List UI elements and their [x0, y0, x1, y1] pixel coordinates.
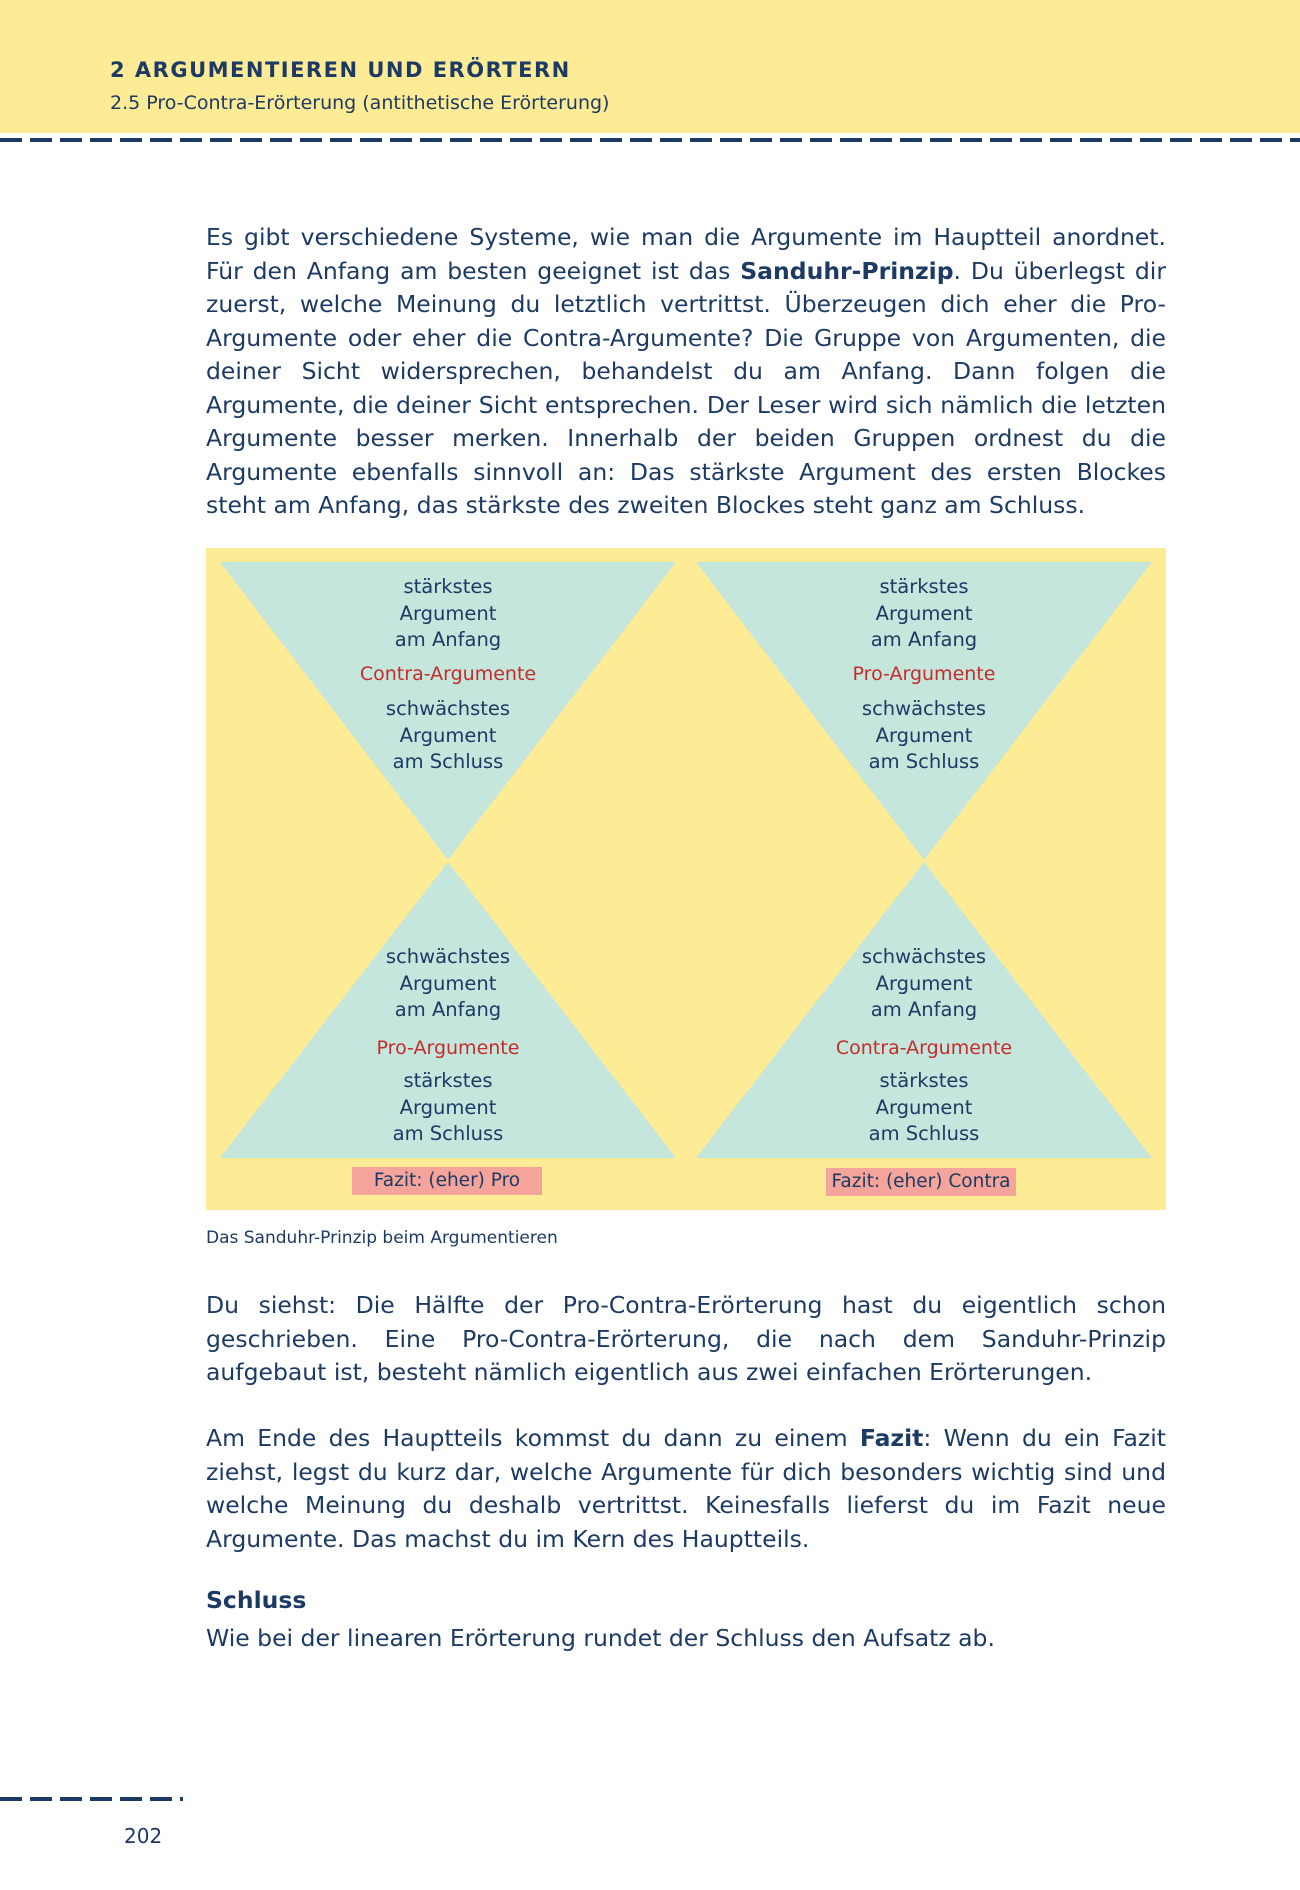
second-paragraph: Du siehst: Die Hälfte der Pro-Contra-Erörterung hast du eigentlich schon geschrieben. Eine Pro-Contra-Erörterung, die nach dem Sanduhr-Prinzip aufgebaut ist, besteht nämlich eigentlich aus zwei einfachen Erörterungen.: [206, 1291, 1166, 1386]
header-dashed-divider: [0, 138, 1300, 142]
intro-bold-term: Sanduhr-Prinzip: [740, 256, 954, 285]
fazit-text-part2: : Wenn du ein Fazit ziehst, legst du kurz dar, welche Argumente für dich besonders wichtig sind und welche Meinung du deshalb vertrittst. Keinesfalls lieferst du im Fazit neue Argumente. Das machst du im Kern des Hauptteils.: [206, 1424, 1166, 1553]
left-fazit-box: Fazit: (eher) Pro: [352, 1167, 542, 1195]
left-top-after-text: schwächstes Argument am Schluss: [385, 697, 511, 773]
schluss-paragraph: Wie bei der linearen Erörterung rundet der Schluss den Aufsatz ab.: [206, 1624, 995, 1652]
right-top-before-text: stärkstes Argument am Anfang: [870, 575, 978, 651]
chapter-title: 2 ARGUMENTIEREN UND ERÖRTERN: [110, 58, 571, 82]
right-top-after-text: schwächstes Argument am Schluss: [861, 697, 987, 773]
intro-text-part1: Es gibt verschiedene Systeme, wie man die Argumente im Hauptteil anordnet. Für den Anfang am besten geeignet ist das: [206, 223, 1166, 285]
section-title: 2.5 Pro-Contra-Erörterung (antithetische Erörterung): [110, 92, 610, 114]
page-number: 202: [124, 1824, 163, 1848]
diagram-caption: Das Sanduhr-Prinzip beim Argumentieren: [206, 1228, 558, 1248]
left-top-group-label: Contra-Argumente: [359, 663, 537, 685]
intro-text-part2: . Du überlegst dir zuerst, welche Meinung du letztlich vertrittst. Überzeugen dich eher die Pro-Argumente oder eher die Contra-Argumente? Die Gruppe von Argumenten, die deiner Sicht widersprechen, behandelst du am Anfang. Dann folgen die Argumente, die deiner Sicht entsprechen. Der Leser wird sich nämlich die letzten Argumente besser merken. Innerhalb der beiden Gruppen ordnest du die Argumente ebenfalls sinnvoll an: Das stärkste Argument des ersten Blockes steht am Anfang, das stärkste des zweiten Blockes steht ganz am Schluss.: [206, 256, 1166, 519]
right-top-group-label: Pro-Argumente: [852, 663, 996, 685]
page-header: [0, 0, 1300, 133]
right-bottom-before-text: schwächstes Argument am Anfang: [861, 945, 987, 1021]
left-bottom-after-text: stärkstes Argument am Schluss: [392, 1069, 504, 1145]
left-bottom-group-label: Pro-Argumente: [376, 1037, 520, 1059]
right-bottom-after-text: stärkstes Argument am Schluss: [868, 1069, 980, 1145]
right-bottom-group-label: Contra-Argumente: [835, 1037, 1013, 1059]
left-top-before-text: stärkstes Argument am Anfang: [394, 575, 502, 651]
fazit-bold-term: Fazit: [859, 1424, 924, 1452]
footer-dashed-divider: [0, 1797, 183, 1801]
fazit-text-part1: Am Ende des Hauptteils kommst du dann zu einem: [206, 1424, 860, 1452]
right-fazit-box: Fazit: (eher) Contra: [826, 1168, 1016, 1196]
intro-paragraph: [206, 221, 1166, 523]
left-bottom-before-text: schwächstes Argument am Anfang: [385, 945, 511, 1021]
fazit-paragraph: [206, 1422, 1166, 1556]
schluss-heading: Schluss: [206, 1586, 307, 1614]
hourglass-diagram: [206, 548, 1166, 1210]
